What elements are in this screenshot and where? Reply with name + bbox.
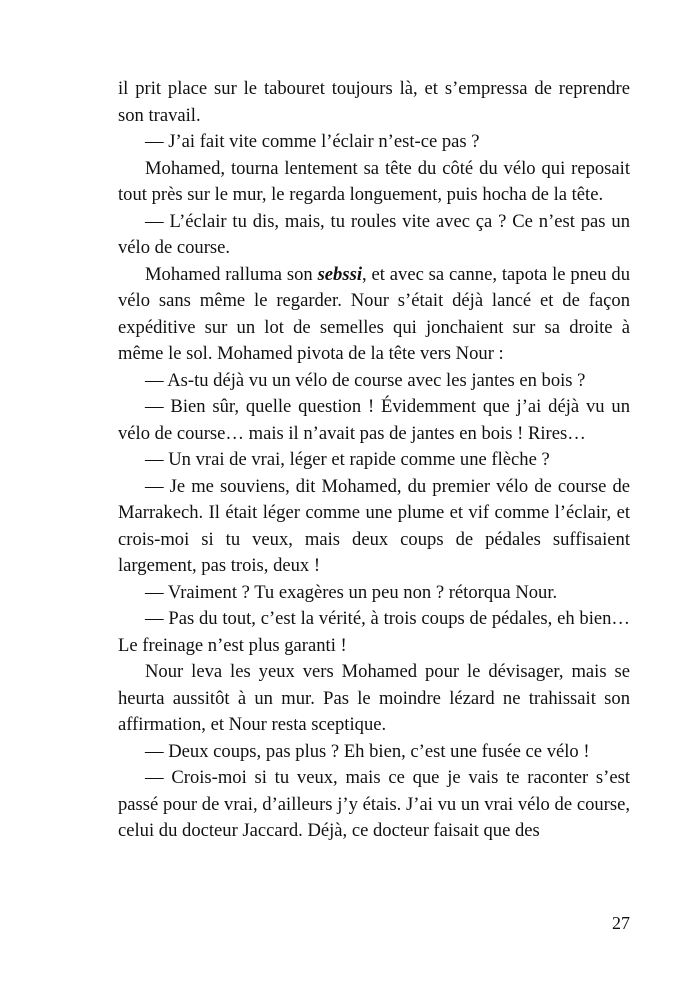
- paragraph: — Bien sûr, quelle question ! Évidemment que j’ai déjà vu un vélo de course… mais il n’avait pas de jantes en bois ! Rires…: [118, 396, 630, 444]
- paragraph: — Vraiment ? Tu exagères un peu non ? rétorqua Nour.: [145, 581, 558, 603]
- paragraph-text: , et avec sa canne, tapota le pneu du vélo sans même le regarder. Nour s’était déjà lancé et de façon expéditive sur un lot de semelles qui jonchaient sur sa droite à même le sol. Mohamed pivota de la tête vers Nour :: [118, 263, 630, 364]
- paragraph-text: Mohamed ralluma son: [145, 263, 318, 285]
- paragraph: Mohamed, tourna lentement sa tête du côté du vélo qui reposait tout près sur le mur, le regarda longuement, puis hocha de la tête.: [118, 157, 630, 205]
- paragraph: — Je me souviens, dit Mohamed, du premier vélo de course de Marrakech. Il était léger comme une plume et vif comme l’éclair, et crois-moi si tu veux, mais deux coups de pédales suffisaient largement, pas trois, deux !: [118, 475, 630, 576]
- paragraph: — Un vrai de vrai, léger et rapide comme une flèche ?: [145, 449, 550, 470]
- paragraph: — L’éclair tu dis, mais, tu roules vite avec ça ? Ce n’est pas un vélo de course.: [118, 210, 630, 258]
- paragraph: — Crois-moi si tu veux, mais ce que je vais te raconter s’est passé pour de vrai, d’ailleurs j’y étais. J’ai vu un vrai vélo de course, celui du docteur Jaccard. Déjà, ce docteur faisait que des: [118, 767, 630, 841]
- emphasized-word: sebssi: [317, 263, 362, 285]
- paragraph: — Pas du tout, c’est la vérité, à trois coups de pédales, eh bien… Le freinage n’est plus garanti !: [118, 608, 630, 656]
- paragraph: — Deux coups, pas plus ? Eh bien, c’est une fusée ce vélo !: [145, 740, 590, 762]
- paragraph: Nour leva les yeux vers Mohamed pour le dévisager, mais se heurta aussitôt à un mur. Pas le moindre lézard ne trahissait son affirmation, et Nour resta sceptique.: [118, 661, 630, 735]
- paragraph: [118, 262, 630, 368]
- body-text: [118, 76, 630, 845]
- paragraph: — As-tu déjà vu un vélo de course avec les jantes en bois ?: [145, 369, 586, 391]
- paragraph: il prit place sur le tabouret toujours là, et s’empressa de reprendre son travail.: [118, 78, 630, 126]
- page-number: 27: [612, 913, 630, 933]
- paragraph: — J’ai fait vite comme l’éclair n’est-ce pas ?: [145, 131, 480, 152]
